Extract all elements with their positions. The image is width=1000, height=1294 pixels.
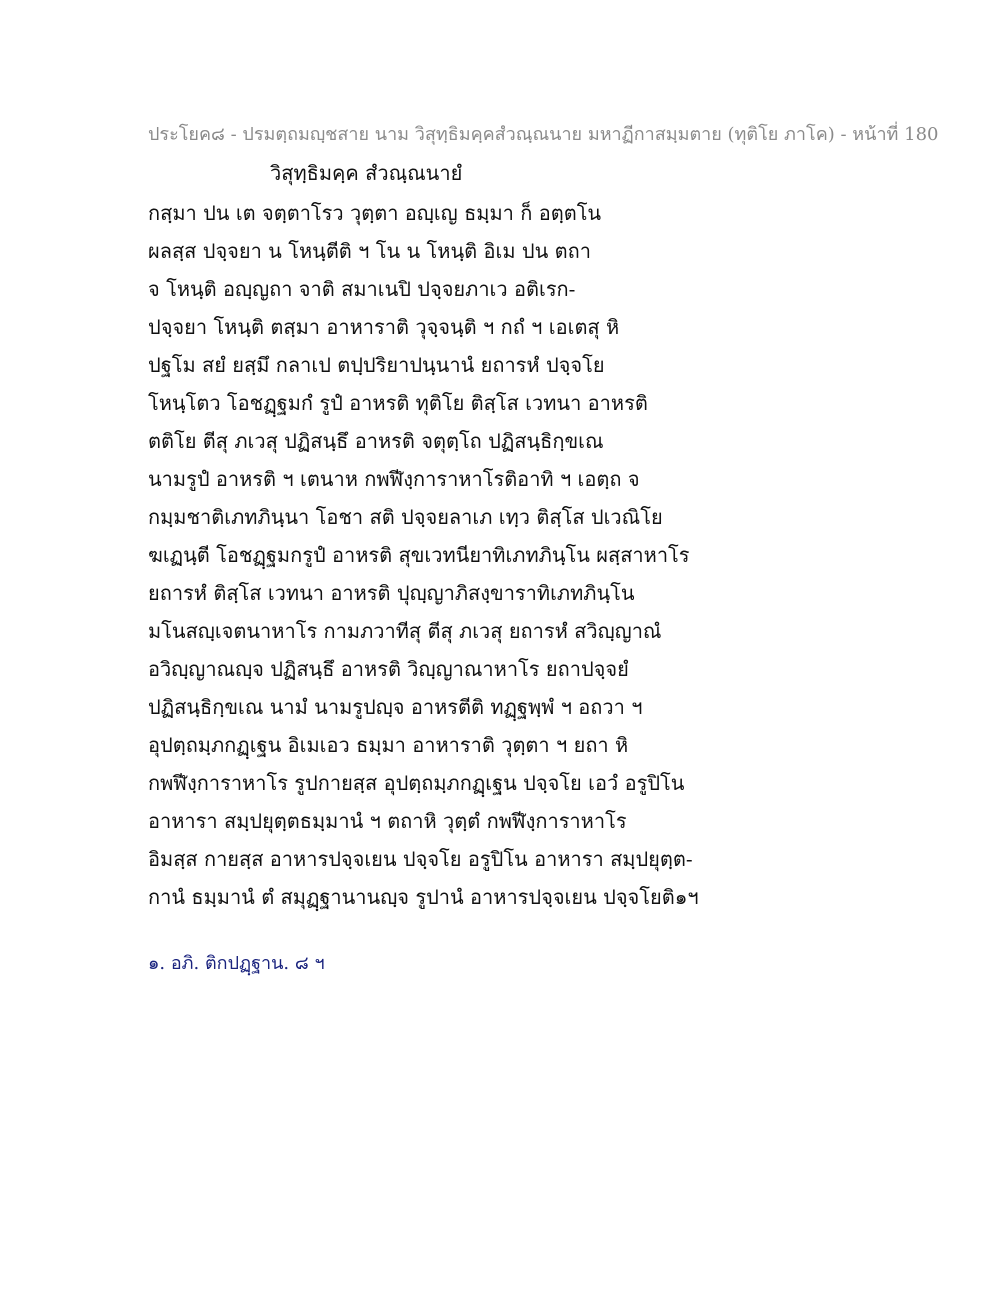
- body-text: [148, 194, 868, 916]
- text-line: กานํ ธมฺมานํ ตํ สมุฏฺฐานานญฺจ รูปานํ อาหารปจฺจเยน ปจฺจโยติ๑ฯ: [148, 885, 699, 909]
- text-line: กมฺมชาติเภทภินฺนา โอชา สติ ปจฺจยลาเภ เทฺว ติสฺโส ปเวณิโย: [148, 505, 663, 529]
- running-header: ประโยค๘ - ปรมตฺถมญฺชสาย นาม วิสุทฺธิมคฺคสํวณฺณนาย มหาฏีกาสมฺมตาย (ทุติโย ภาโค) - หน้าที่ 180: [148, 124, 939, 145]
- text-line: อวิญฺญาณญฺจ ปฏิสนฺธึ อาหรติ วิญฺญาณาหาโร ยถาปจฺจยํ: [148, 657, 629, 681]
- text-line: นามรูปํ อาหรติ ฯ เตนาห กพฬีงฺการาหาโรติอาทิ ฯ เอตฺถ จ: [148, 467, 640, 491]
- text-line: มโนสญฺเจตนาหาโร กามภวาทีสุ ตีสุ ภเวสุ ยถารหํ สวิญฺญาณํ: [148, 619, 662, 643]
- text-line: กพฬีงฺการาหาโร รูปกายสฺส อุปตฺถมฺภกฏฺเฐน ปจฺจโย เอวํ อรูปิโน: [148, 771, 685, 795]
- text-line: อุปตฺถมฺภกฏฺเฐน อิเมเอว ธมฺมา อาหาราติ วุตฺตา ฯ ยถา หิ: [148, 733, 629, 757]
- text-line: ตติโย ตีสุ ภเวสุ ปฏิสนฺธึ อาหรติ จตุตฺโถ ปฏิสนฺธิกฺขเณ: [148, 429, 604, 453]
- section-title: วิสุทฺธิมคฺค สํวณฺณนายํ: [270, 161, 463, 185]
- text-line: ปจฺจยา โหนฺติ ตสฺมา อาหาราติ วุจฺจนฺติ ฯ กถํ ฯ เอเตสุ หิ: [148, 315, 620, 339]
- text-line: โหนฺโตว โอชฏฺฐมกํ รูปํ อาหรติ ทุติโย ติสฺโส เวทนา อาหรติ: [148, 391, 648, 415]
- text-line: อาหารา สมฺปยุตฺตธมฺมานํ ฯ ตถาหิ วุตฺตํ กพฬีงฺการาหาโร: [148, 809, 627, 833]
- footnote: ๑. อภิ. ติกปฏฺฐาน. ๘ ฯ: [148, 953, 325, 974]
- text-line: ยถารหํ ติสฺโส เวทนา อาหรติ ปุญฺญาภิสงฺขาราทิเภทภินฺโน: [148, 581, 635, 605]
- text-line: จ โหนฺติ อญฺญถา จาติ สมาเนปิ ปจฺจยภาเว อติเรก-: [148, 277, 576, 301]
- text-line: ปฏิสนฺธิกฺขเณ นามํ นามรูปญฺจ อาหรตีติ ทฏฺฐพฺพํ ฯ อถวา ฯ: [148, 695, 643, 719]
- text-line: กสฺมา ปน เต จตฺตาโรว วุตฺตา อญฺเญ ธมฺมา ก็ อตฺตโน: [148, 201, 602, 225]
- text-line: ปฐโม สยํ ยสฺมึ กลาเป ตปฺปริยาปนฺนานํ ยถารหํ ปจฺจโย: [148, 353, 605, 377]
- text-line: ฆเฏนฺตี โอชฏฺฐมกรูปํ อาหรติ สุขเวทนียาทิเภทภินฺโน ผสฺสาหาโร: [148, 543, 690, 567]
- text-line: อิมสฺส กายสฺส อาหารปจฺจเยน ปจฺจโย อรูปิโน อาหารา สมฺปยุตฺต-: [148, 847, 693, 871]
- text-line: ผลสฺส ปจฺจยา น โหนฺตีติ ฯ โน น โหนฺติ อิเม ปน ตถา: [148, 239, 591, 263]
